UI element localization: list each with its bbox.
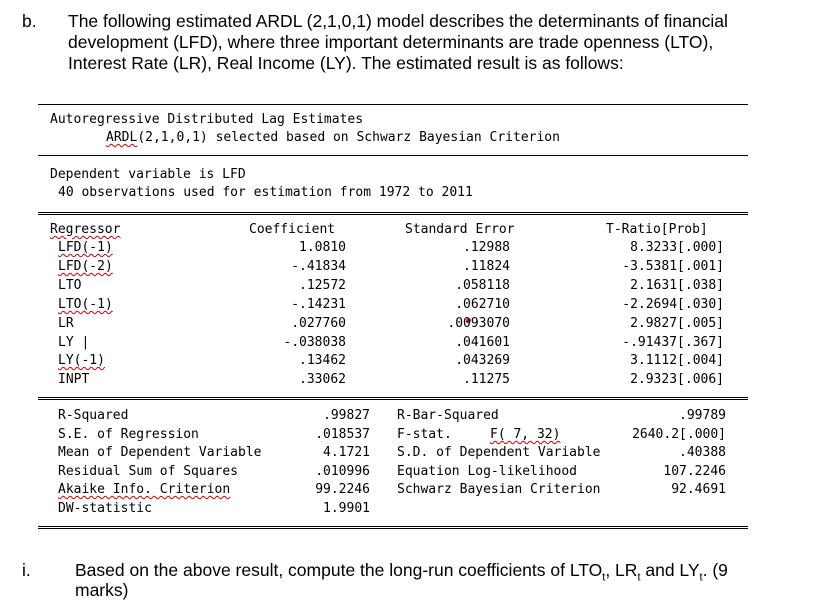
t-cell: 2.9827[.005]	[630, 316, 724, 331]
se-cell: .058118	[455, 278, 510, 293]
subquestion-line-2: marks)	[75, 580, 129, 600]
rule-4	[38, 397, 748, 400]
table-title: Autoregressive Distributed Lag Estimates	[50, 112, 364, 127]
table-subtitle-rest: (2,1,0,1) selected based on Schwarz Bayesian Criterion	[137, 130, 560, 145]
se-cell: .12988	[463, 240, 510, 255]
stat-label: F-stat.	[397, 427, 452, 442]
regressor-cell: LTO(-1)	[58, 297, 113, 312]
col-t-ratio: T-Ratio[Prob]	[606, 222, 708, 237]
coef-cell: .33062	[299, 372, 346, 387]
f-dof: F( 7, 32)	[490, 427, 561, 442]
stat-value: 4.1721	[323, 445, 370, 460]
se-cell: .0093070	[447, 316, 510, 331]
regressor-cell: LY |	[58, 335, 90, 350]
subscript-t: t	[637, 571, 641, 584]
coef-cell: 1.0810	[299, 240, 346, 255]
subscript-t: t	[602, 571, 606, 584]
stat-value: 92.4691	[671, 482, 726, 497]
col-regressor: Regressor	[50, 222, 121, 237]
t-cell: -.91437[.367]	[622, 335, 724, 350]
subq-text-3: and LY	[640, 560, 700, 580]
stat-label: Mean of Dependent Variable	[58, 445, 262, 460]
t-cell: 8.3233[.000]	[630, 240, 724, 255]
stat-value: 107.2246	[663, 464, 726, 479]
stat-value: .99789	[679, 408, 726, 423]
regressor-cell: LY(-1)	[58, 353, 105, 368]
question-marker: b.	[22, 11, 37, 31]
coef-cell: -.14231	[291, 297, 346, 312]
subq-text-4: . (9	[702, 560, 728, 580]
se-cell: .062710	[455, 297, 510, 312]
stat-value: 99.2246	[315, 482, 370, 497]
stat-label: Schwarz Bayesian Criterion	[397, 482, 601, 497]
stat-label: Akaike Info. Criterion	[58, 482, 231, 497]
table-subtitle	[106, 130, 560, 145]
stat-value: .99827	[323, 408, 370, 423]
stat-label: Equation Log-likelihood	[397, 464, 578, 479]
subquestion-marker: i.	[22, 560, 31, 580]
stat-value: .40388	[679, 445, 726, 460]
ardl-word: ARDL	[106, 130, 138, 145]
regressor-cell: LFD(-2)	[58, 259, 113, 274]
t-cell: 2.9323[.006]	[630, 372, 724, 387]
regressor-cell: INPT	[58, 372, 90, 387]
coef-cell: .13462	[299, 353, 346, 368]
question-line-3: Interest Rate (LR), Real Income (LY). The estimated result is as follows:	[68, 53, 624, 73]
stat-label: Residual Sum of Squares	[58, 464, 239, 479]
coef-cell: -.038038	[283, 335, 346, 350]
t-cell: 2.1631[.038]	[630, 278, 724, 293]
t-cell: -2.2694[.030]	[622, 297, 724, 312]
question-line-2: development (LFD), where three important determinants are trade openness (LTO),	[68, 32, 714, 52]
subq-text-1: Based on the above result, compute the long-run coefficients of LTO	[75, 560, 603, 580]
subquestion-line-1	[75, 560, 728, 589]
se-cell: .11824	[463, 259, 510, 274]
rule-top	[38, 104, 748, 105]
stat-label: S.E. of Regression	[58, 427, 199, 442]
col-coefficient: Coefficient	[249, 222, 336, 237]
rule-3	[38, 212, 748, 215]
coef-cell: -.41834	[291, 259, 346, 274]
subq-text-2: , LR	[605, 560, 638, 580]
coef-cell: .027760	[291, 316, 346, 331]
stat-value: 2640.2[.000]	[632, 427, 726, 442]
se-cell: .043269	[455, 353, 510, 368]
rule-bottom	[38, 526, 748, 529]
stat-value: .018537	[315, 427, 370, 442]
regressor-cell: LR	[58, 316, 74, 331]
stat-label: R-Squared	[58, 408, 129, 423]
regressor-cell: LFD(-1)	[58, 240, 113, 255]
se-cell: .041601	[455, 335, 510, 350]
dependent-line-2: 40 observations used for estimation from 1972 to 2011	[58, 185, 473, 200]
stat-label: R-Bar-Squared	[397, 408, 499, 423]
stat-label: DW-statistic	[58, 501, 152, 516]
regressor-cell: LTO	[58, 278, 82, 293]
se-cell: .11275	[463, 372, 510, 387]
col-standard-error: Standard Error	[405, 222, 515, 237]
rule-2	[38, 155, 748, 156]
stat-label: S.D. of Dependent Variable	[397, 445, 601, 460]
stat-value: 1.9901	[323, 501, 370, 516]
t-cell: -3.5381[.001]	[622, 259, 724, 274]
subscript-t: t	[699, 571, 703, 584]
stat-value: .010996	[315, 464, 370, 479]
question-line-1: The following estimated ARDL (2,1,0,1) model describes the determinants of financial	[68, 11, 728, 31]
t-cell: 3.1112[.004]	[630, 353, 724, 368]
coef-cell: .12572	[299, 278, 346, 293]
dependent-line-1: Dependent variable is LFD	[50, 167, 246, 182]
